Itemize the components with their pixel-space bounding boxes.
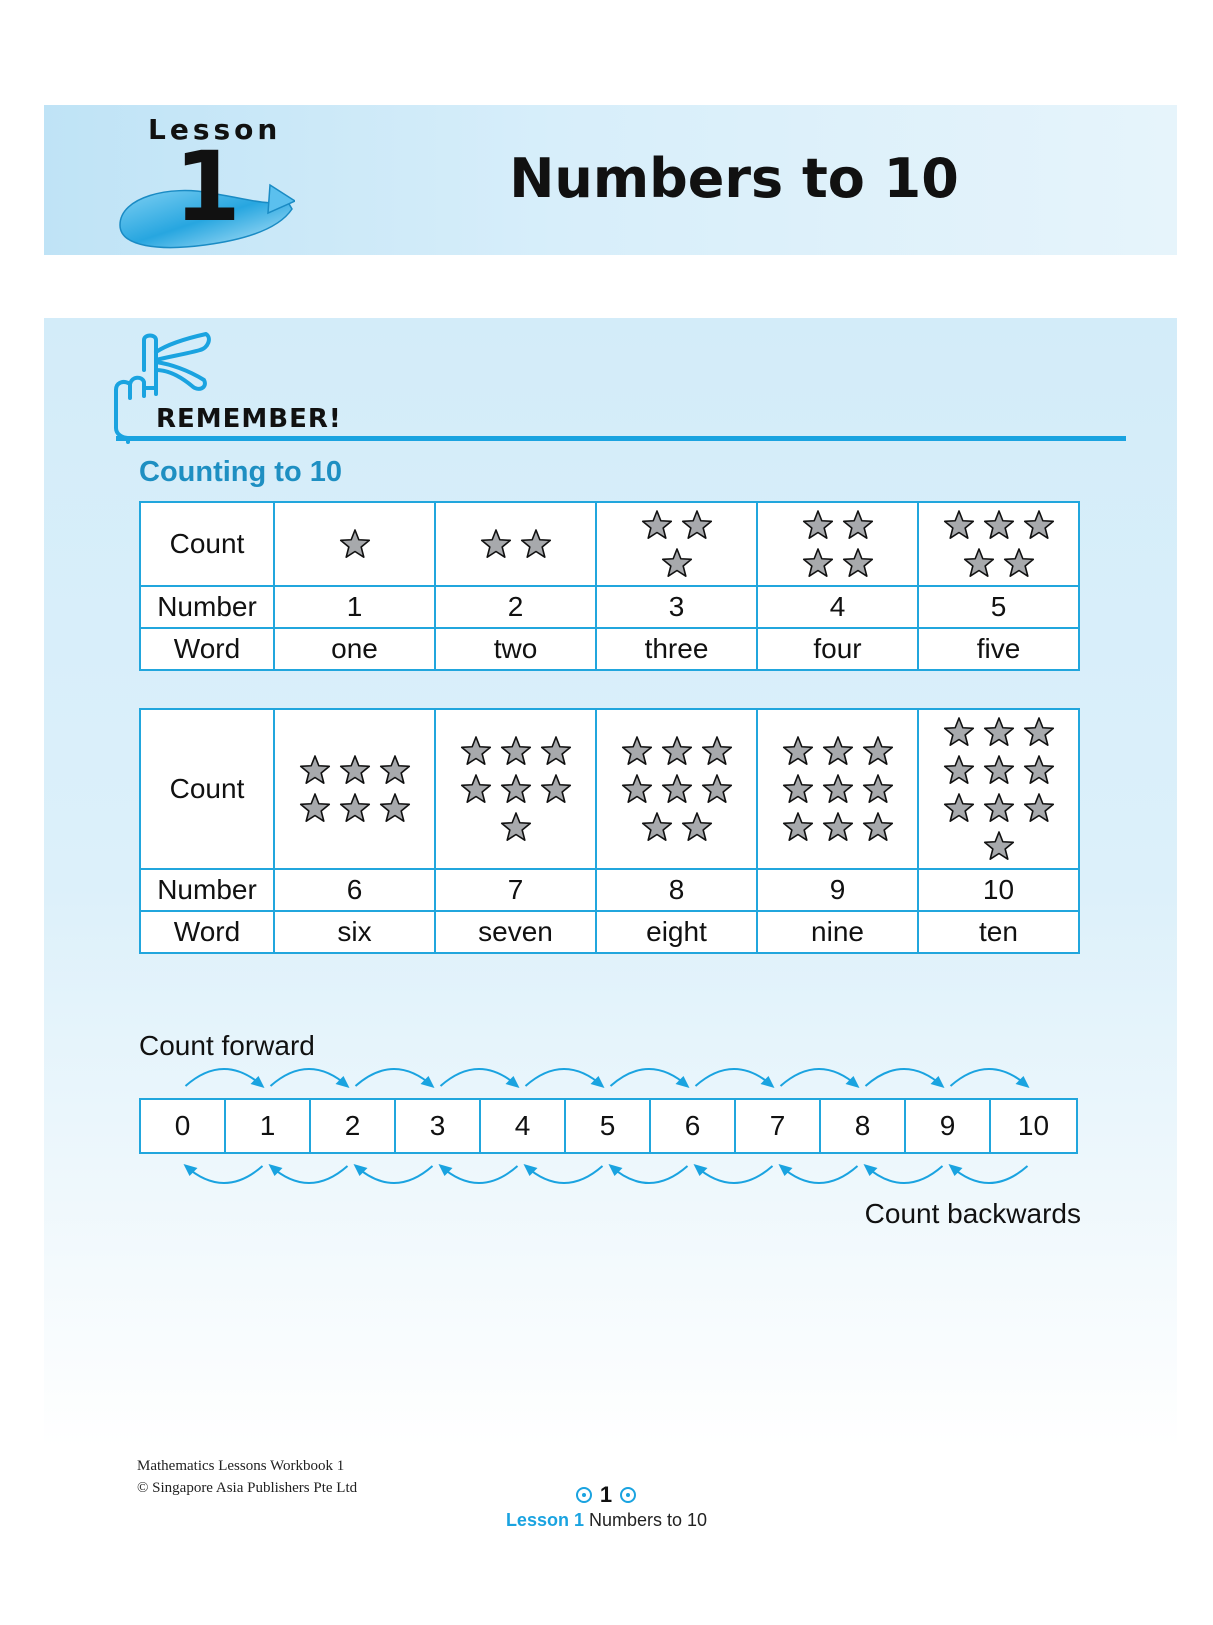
word-cell: four bbox=[757, 628, 918, 670]
star-icon bbox=[861, 734, 895, 768]
forward-arrow-icon bbox=[781, 1069, 860, 1088]
star-icon bbox=[821, 734, 855, 768]
number-cell: 5 bbox=[918, 586, 1079, 628]
forward-arrow-icon bbox=[356, 1069, 435, 1088]
number-cell: 2 bbox=[435, 586, 596, 628]
star-icon bbox=[640, 508, 674, 542]
star-icon bbox=[660, 772, 694, 806]
star-icon bbox=[640, 810, 674, 844]
number-cell: 7 bbox=[435, 869, 596, 911]
count-cell bbox=[757, 709, 918, 869]
page-dot-icon bbox=[620, 1487, 636, 1503]
backward-arrow-icon bbox=[864, 1164, 943, 1183]
number-label: Number bbox=[140, 586, 274, 628]
star-icon bbox=[378, 753, 412, 787]
star-icon bbox=[660, 546, 694, 580]
star-icon bbox=[942, 508, 976, 542]
star-icon bbox=[338, 791, 372, 825]
remember-divider bbox=[116, 436, 1126, 441]
number-line-cell: 2 bbox=[311, 1100, 396, 1152]
footer-lesson bbox=[0, 1510, 1213, 1531]
star-icon bbox=[338, 753, 372, 787]
word-row bbox=[140, 628, 1079, 670]
number-cell: 3 bbox=[596, 586, 757, 628]
word-cell: one bbox=[274, 628, 435, 670]
lesson-number: 1 bbox=[174, 131, 241, 243]
star-icon bbox=[982, 791, 1016, 825]
star-icon bbox=[801, 508, 835, 542]
star-icon bbox=[841, 546, 875, 580]
forward-arrow-icon bbox=[441, 1069, 520, 1088]
counting-table-2 bbox=[139, 708, 1080, 954]
forward-arrows bbox=[139, 1056, 1079, 1096]
remember-panel bbox=[44, 318, 1177, 1448]
number-line-cell: 6 bbox=[651, 1100, 736, 1152]
star-icon bbox=[781, 810, 815, 844]
star-icon bbox=[700, 772, 734, 806]
star-icon bbox=[298, 753, 332, 787]
star-icon bbox=[1022, 791, 1056, 825]
star-icon bbox=[519, 527, 553, 561]
backward-arrow-icon bbox=[354, 1164, 433, 1183]
word-row bbox=[140, 911, 1079, 953]
star-icon bbox=[499, 772, 533, 806]
count-row bbox=[140, 502, 1079, 586]
star-icon bbox=[539, 734, 573, 768]
word-cell: nine bbox=[757, 911, 918, 953]
number-row bbox=[140, 586, 1079, 628]
star-icon bbox=[781, 772, 815, 806]
backward-arrow-icon bbox=[184, 1164, 263, 1183]
footer-book-title: Mathematics Lessons Workbook 1 bbox=[137, 1458, 345, 1474]
page-dot-icon bbox=[576, 1487, 592, 1503]
number-line-cell: 8 bbox=[821, 1100, 906, 1152]
star-icon bbox=[821, 772, 855, 806]
star-icon bbox=[620, 734, 654, 768]
number-cell: 6 bbox=[274, 869, 435, 911]
star-icon bbox=[861, 810, 895, 844]
count-cell bbox=[918, 709, 1079, 869]
lesson-header bbox=[44, 105, 1177, 255]
count-label: Count bbox=[140, 502, 274, 586]
word-cell: eight bbox=[596, 911, 757, 953]
star-icon bbox=[982, 508, 1016, 542]
number-row bbox=[140, 869, 1079, 911]
forward-arrow-icon bbox=[866, 1069, 945, 1088]
star-icon bbox=[861, 772, 895, 806]
backward-arrow-icon bbox=[269, 1164, 348, 1183]
backward-arrow-icon bbox=[694, 1164, 773, 1183]
count-cell bbox=[596, 502, 757, 586]
footer-lesson-label: Lesson 1 bbox=[505, 1510, 584, 1530]
word-label: Word bbox=[140, 628, 274, 670]
number-cell: 4 bbox=[757, 586, 918, 628]
star-icon bbox=[1022, 753, 1056, 787]
star-icon bbox=[1022, 715, 1056, 749]
count-cell bbox=[435, 502, 596, 586]
count-forward-label: Count forward bbox=[139, 1030, 315, 1061]
counting-table-1 bbox=[139, 501, 1080, 671]
count-label: Count bbox=[140, 709, 274, 869]
word-cell: ten bbox=[918, 911, 1079, 953]
star-icon bbox=[942, 753, 976, 787]
footer-copyright: © Singapore Asia Publishers Pte Ltd bbox=[137, 1480, 358, 1496]
star-icon bbox=[338, 527, 372, 561]
star-icon bbox=[841, 508, 875, 542]
star-icon bbox=[680, 508, 714, 542]
footer-lesson-title: Numbers to 10 bbox=[588, 1510, 708, 1530]
star-icon bbox=[620, 772, 654, 806]
number-cell: 9 bbox=[757, 869, 918, 911]
number-cell: 10 bbox=[918, 869, 1079, 911]
number-cell: 8 bbox=[596, 869, 757, 911]
star-icon bbox=[982, 753, 1016, 787]
star-icon bbox=[982, 829, 1016, 863]
forward-arrow-icon bbox=[271, 1069, 350, 1088]
word-cell: five bbox=[918, 628, 1079, 670]
number-line-cell: 5 bbox=[566, 1100, 651, 1152]
star-icon bbox=[942, 715, 976, 749]
page-number bbox=[566, 1480, 646, 1510]
star-icon bbox=[459, 734, 493, 768]
number-line bbox=[139, 1098, 1078, 1154]
star-icon bbox=[499, 734, 533, 768]
backward-arrow-icon bbox=[524, 1164, 603, 1183]
star-icon bbox=[781, 734, 815, 768]
number-line-cell: 1 bbox=[226, 1100, 311, 1152]
count-cell bbox=[435, 709, 596, 869]
remember-label: REMEMBER! bbox=[156, 404, 342, 434]
section-title: Counting to 10 bbox=[139, 456, 342, 488]
star-icon bbox=[942, 791, 976, 825]
star-icon bbox=[459, 772, 493, 806]
word-cell: three bbox=[596, 628, 757, 670]
count-backwards-label: Count backwards bbox=[864, 1198, 1081, 1229]
lesson-word: Lesson bbox=[148, 113, 282, 146]
count-row bbox=[140, 709, 1079, 869]
star-icon bbox=[801, 546, 835, 580]
number-line-cell: 9 bbox=[906, 1100, 991, 1152]
star-icon bbox=[539, 772, 573, 806]
forward-arrow-icon bbox=[526, 1069, 605, 1088]
count-cell bbox=[918, 502, 1079, 586]
star-icon bbox=[1002, 546, 1036, 580]
page-title: Numbers to 10 bbox=[509, 147, 959, 210]
star-icon bbox=[1022, 508, 1056, 542]
number-line-cell: 3 bbox=[396, 1100, 481, 1152]
count-cell bbox=[274, 709, 435, 869]
word-cell: six bbox=[274, 911, 435, 953]
star-icon bbox=[962, 546, 996, 580]
number-label: Number bbox=[140, 869, 274, 911]
backward-arrow-icon bbox=[439, 1164, 518, 1183]
count-cell bbox=[596, 709, 757, 869]
page-number-value: 1 bbox=[599, 1482, 613, 1507]
number-line-cell: 10 bbox=[1017, 1110, 1050, 1141]
backward-arrow-icon bbox=[609, 1164, 688, 1183]
star-icon bbox=[378, 791, 412, 825]
star-icon bbox=[982, 715, 1016, 749]
word-cell: seven bbox=[435, 911, 596, 953]
star-icon bbox=[298, 791, 332, 825]
backward-arrow-icon bbox=[949, 1164, 1028, 1183]
star-icon bbox=[479, 527, 513, 561]
star-icon bbox=[680, 810, 714, 844]
count-cell bbox=[757, 502, 918, 586]
forward-arrow-icon bbox=[186, 1069, 265, 1088]
forward-arrow-icon bbox=[611, 1069, 690, 1088]
count-cell bbox=[274, 502, 435, 586]
number-line-cell: 4 bbox=[481, 1100, 566, 1152]
star-icon bbox=[499, 810, 533, 844]
word-cell: two bbox=[435, 628, 596, 670]
star-icon bbox=[660, 734, 694, 768]
forward-arrow-icon bbox=[696, 1069, 775, 1088]
star-icon bbox=[821, 810, 855, 844]
number-line-cell: 7 bbox=[736, 1100, 821, 1152]
forward-arrow-icon bbox=[951, 1069, 1030, 1088]
backward-arrows bbox=[139, 1156, 1079, 1196]
backward-arrow-icon bbox=[779, 1164, 858, 1183]
number-cell: 1 bbox=[274, 586, 435, 628]
number-line-cell: 0 bbox=[141, 1100, 226, 1152]
star-icon bbox=[700, 734, 734, 768]
word-label: Word bbox=[140, 911, 274, 953]
